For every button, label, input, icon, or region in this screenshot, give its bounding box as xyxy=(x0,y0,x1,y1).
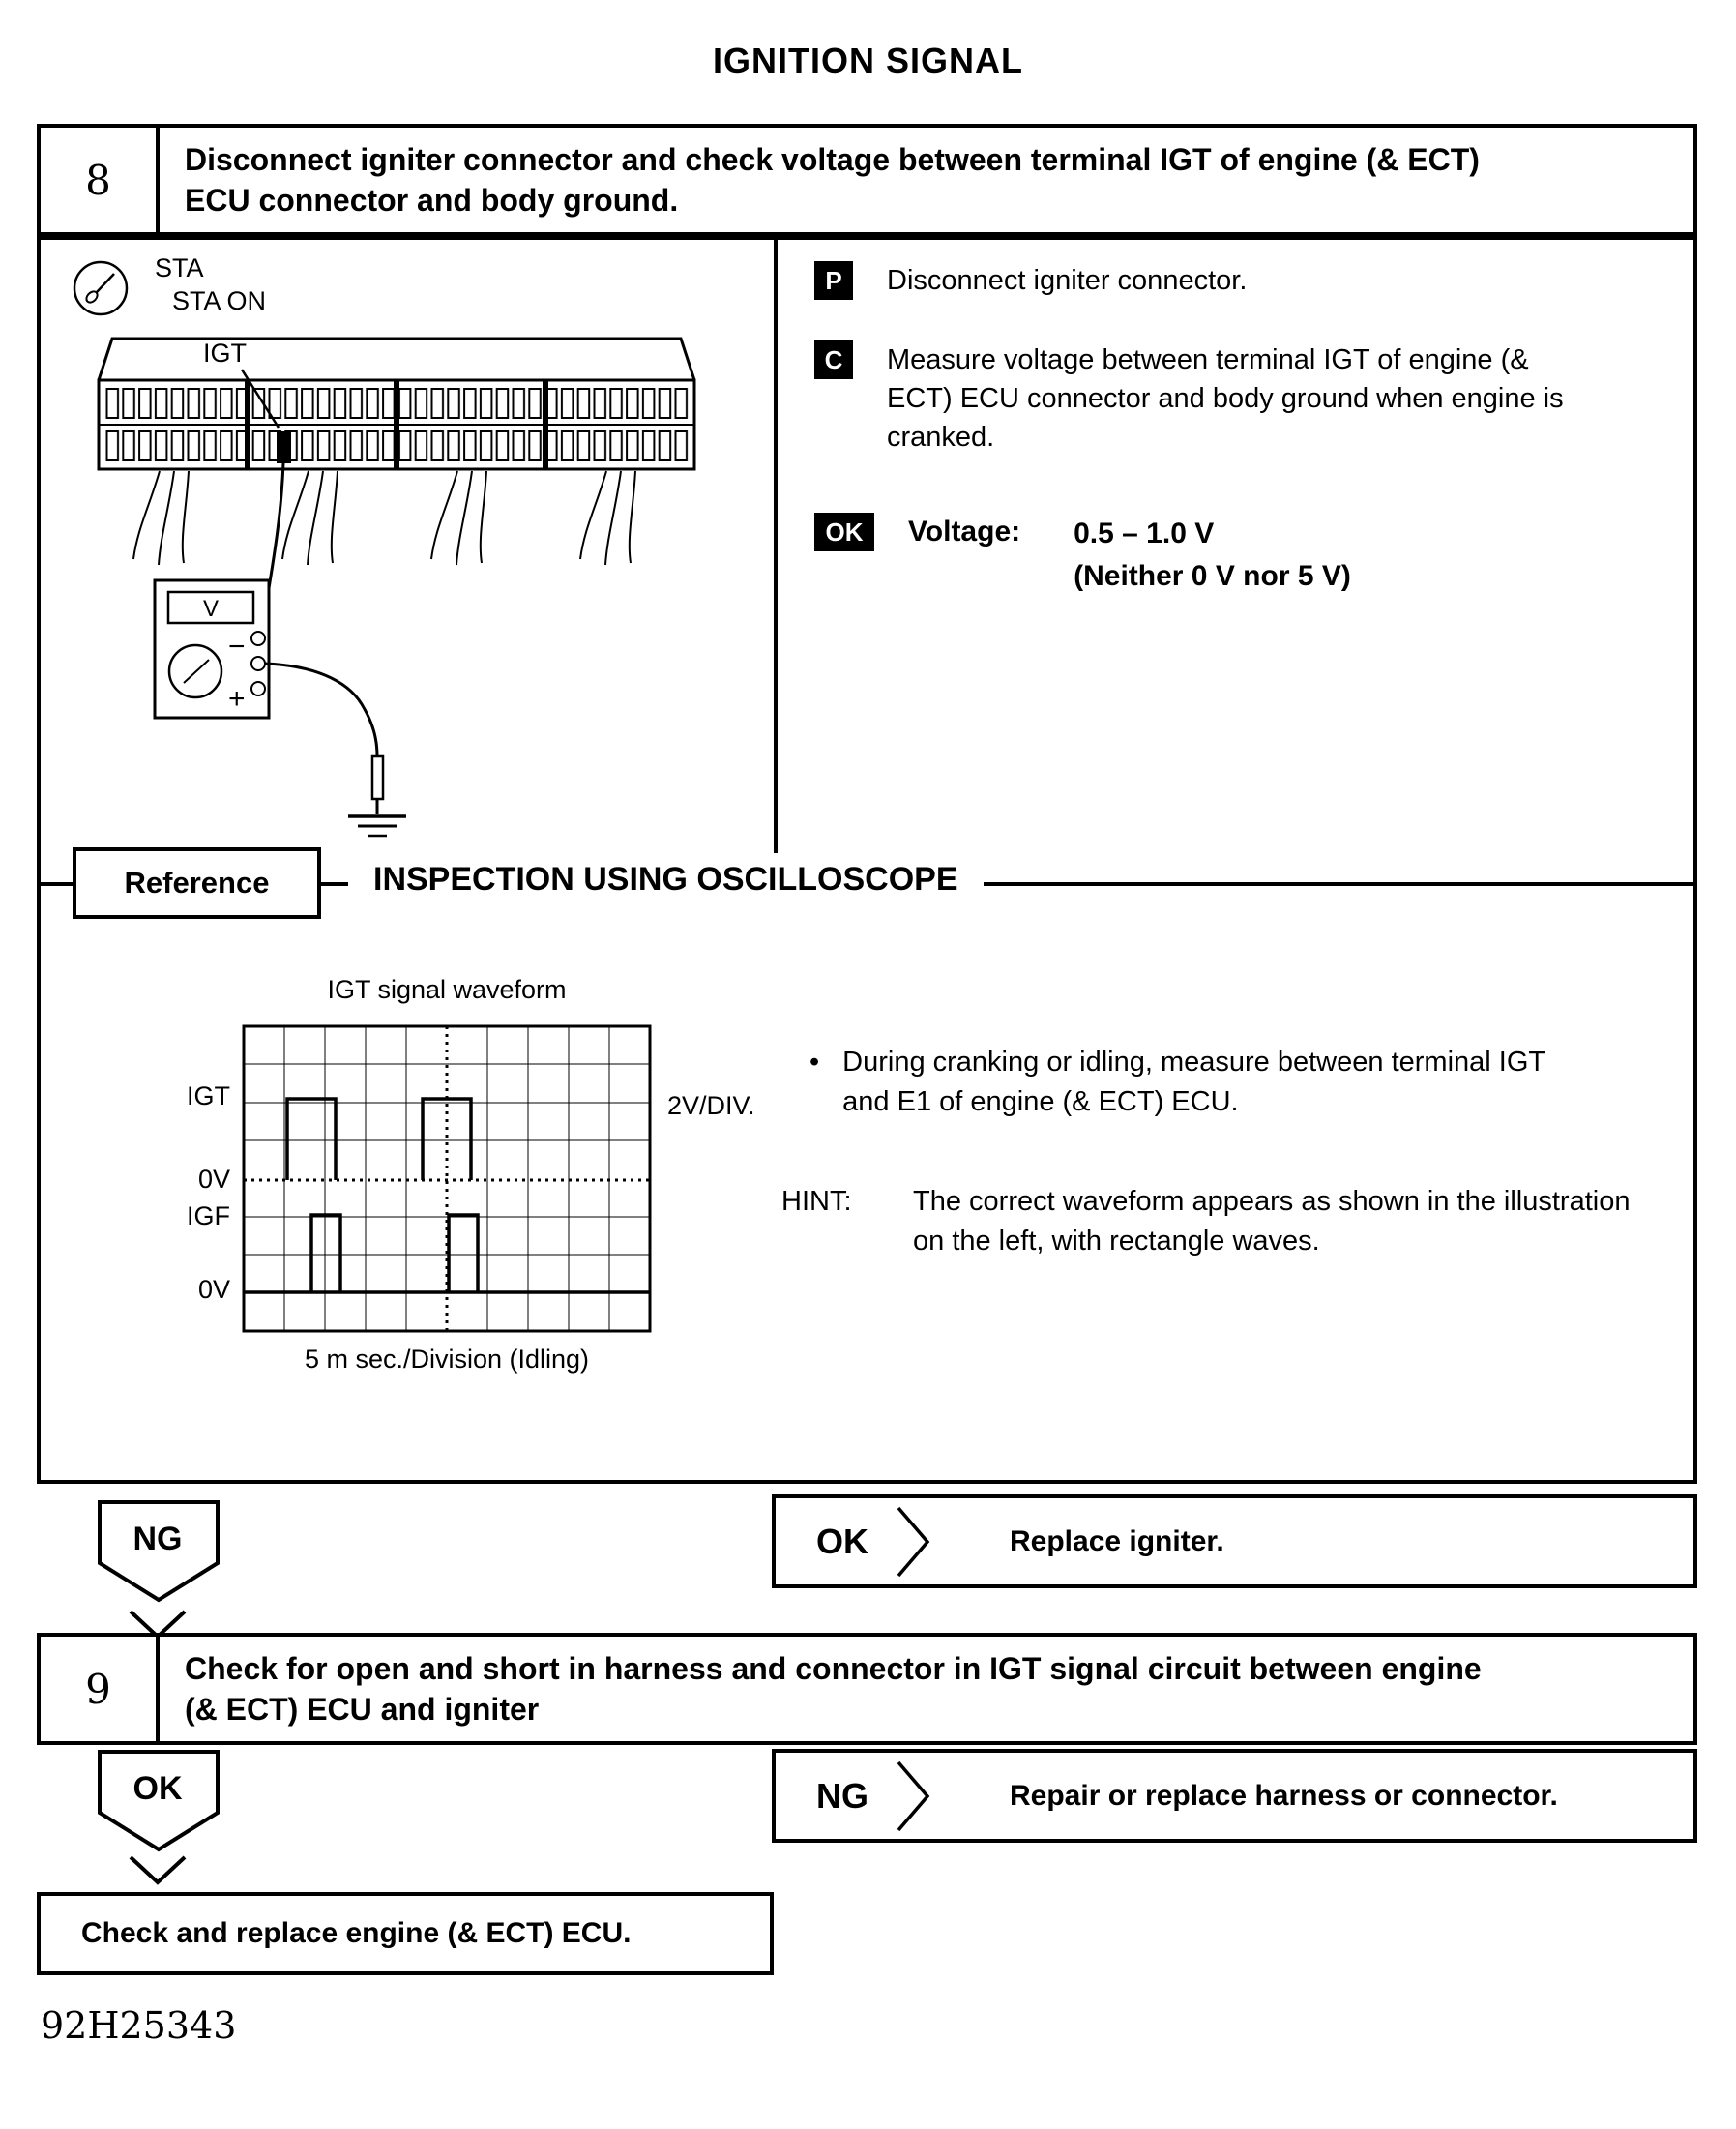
reference-label: Reference xyxy=(124,866,270,900)
waveform-title: IGT signal waveform xyxy=(327,975,567,1004)
igf-channel-label: IGF xyxy=(187,1201,230,1230)
document-code: 92H25343 xyxy=(41,2004,237,2047)
step9-instruction: Check for open and short in harness and connector in IGT signal circuit between engine (& ECT) ECU and igniter xyxy=(185,1651,1482,1727)
hint-text: The correct waveform appears as shown in the illustration on the left, with rectangle waves. xyxy=(913,1186,1631,1257)
ng-action-text: Repair or replace harness or connector. xyxy=(1010,1779,1558,1812)
voltmeter-display-label: V xyxy=(202,596,220,622)
plus-terminal-label: + xyxy=(228,683,246,715)
arrow-down-icon xyxy=(127,1853,189,1888)
ok-tag: OK xyxy=(814,513,874,551)
ground-icon xyxy=(348,816,406,836)
step8-number: 8 xyxy=(41,128,160,232)
reference-tab xyxy=(73,847,321,919)
igt-channel-label: IGT xyxy=(187,1081,230,1110)
minus-terminal-label: − xyxy=(228,631,246,663)
voltage-spec xyxy=(1074,513,1351,598)
connector-voltmeter-illustration xyxy=(58,253,754,872)
ng-branch-label: NG xyxy=(132,1521,183,1557)
procedure-check-row xyxy=(814,340,1685,457)
igt-pin xyxy=(277,431,291,463)
step8-instruction: Disconnect igniter connector and check voltage between terminal IGT of engine (& ECT) ECU connector and body ground. xyxy=(185,142,1480,218)
igf-trace xyxy=(311,1215,478,1292)
ignition-key-icon xyxy=(74,262,127,314)
voltage-note: (Neither 0 V nor 5 V) xyxy=(1074,560,1351,592)
voltmeter-icon xyxy=(155,580,269,718)
step8-header-box xyxy=(37,124,1697,236)
voltage-label: Voltage: xyxy=(908,516,1021,547)
reference-bullet-item xyxy=(809,1043,1577,1122)
hint-label: HINT: xyxy=(781,1186,852,1217)
procedure-list xyxy=(814,261,1685,638)
ok-flow-label: OK xyxy=(816,1521,868,1561)
ng-flow-label: NG xyxy=(816,1775,868,1816)
time-per-division-label: 5 m sec./Division (Idling) xyxy=(304,1345,590,1374)
sta-label: STA xyxy=(155,253,204,282)
ok-spec-row xyxy=(814,513,1685,598)
prepare-tag: P xyxy=(814,261,853,300)
check-tag: C xyxy=(814,340,853,379)
reference-bullet-text: During cranking or idling, measure between terminal IGT and E1 of engine (& ECT) ECU. xyxy=(842,1047,1545,1117)
igt-zero-label: 0V xyxy=(197,1165,230,1194)
ok-branch-label: OK xyxy=(132,1770,183,1807)
wire-bundles xyxy=(133,471,635,565)
step9-header-box xyxy=(37,1633,1697,1745)
page-title: IGNITION SIGNAL xyxy=(713,41,1023,80)
oscilloscope-waveform xyxy=(242,1024,652,1333)
test-probe xyxy=(372,756,383,799)
bullet-icon: • xyxy=(809,1047,820,1078)
chevron-right-icon xyxy=(896,1505,932,1579)
volts-per-division-label: 2V/DIV. xyxy=(667,1091,755,1120)
chevron-right-icon xyxy=(896,1759,932,1833)
voltage-value: 0.5 – 1.0 V xyxy=(1074,517,1215,549)
ng-branch-tag xyxy=(97,1499,221,1611)
igt-trace xyxy=(287,1099,471,1180)
sta-on-label: STA ON xyxy=(172,286,267,315)
final-action-box xyxy=(37,1892,774,1975)
step9-number: 9 xyxy=(41,1637,160,1741)
check-text: Measure voltage between terminal IGT of engine (& ECT) ECU connector and body ground when engine is cranked. xyxy=(887,344,1564,453)
igt-terminal-label: IGT xyxy=(203,339,247,368)
ng-result-row xyxy=(772,1749,1697,1843)
ecu-connector xyxy=(99,339,694,469)
ground-lead-wire xyxy=(265,664,377,756)
prepare-text: Disconnect igniter connector. xyxy=(887,265,1248,296)
ok-action-text: Replace igniter. xyxy=(1010,1524,1224,1557)
ok-result-row xyxy=(772,1494,1697,1588)
column-divider xyxy=(774,240,778,882)
final-action-text: Check and replace engine (& ECT) ECU. xyxy=(81,1917,632,1949)
reference-section-title: INSPECTION USING OSCILLOSCOPE xyxy=(348,853,984,906)
ok-branch-tag xyxy=(97,1749,221,1860)
step8-detail-panel xyxy=(37,236,1697,1484)
procedure-prepare-row xyxy=(814,261,1685,300)
igf-zero-label: 0V xyxy=(197,1275,230,1304)
hint-block xyxy=(781,1182,1658,1261)
